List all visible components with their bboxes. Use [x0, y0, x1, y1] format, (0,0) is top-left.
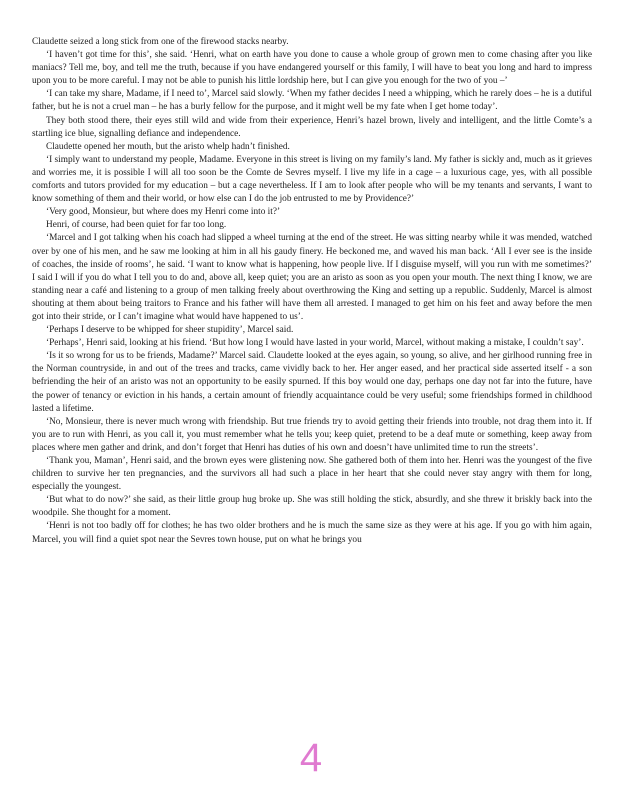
paragraph: ‘Perhaps I deserve to be whipped for sheer stupidity’, Marcel said.: [46, 325, 294, 336]
paragraph: ‘I simply want to understand my people, Madame. Everyone in this street is living on my family’s land. My father is sickly and, much as it grieves and worries me, it is possible I will all too soon be the Comte de Sevres myself. I live my life in a cage – a luxurious cage, yes, with all possible comforts and tutors provided for my education – but a cage nevertheless. If I am to look after people who will be my tenants and servants, I want to know something of them and their world, or how else can I do the job entrusted to me by Providence?’: [32, 154, 592, 205]
paragraph: ‘Is it so wrong for us to be friends, Madame?’ Marcel said. Claudette looked at the eyes again, so young, so alive, and her girlhood running free in the Norman countryside, in and out of the trees and tracks, came vividly back to her. Her anger eased, and her practical side asserted itself - a son befriending the heir of an aristo was not an opportunity to be easily spurned. If this boy would one day, perhaps one day not far into the future, have the power of tenancy or eviction in his hands, a certain amount of friendly acquaintance could be very useful; some friendships formed in childhood lasted a lifetime.: [32, 351, 592, 414]
paragraph: ‘Thank you, Maman’, Henri said, and the brown eyes were glistening now. She gathered both of them into her. Henri was the youngest of the five children to survive her ten pregnancies, and the survivors all had such a place in her heart that she could never stay angry with them for long, especially the youngest.: [32, 456, 592, 493]
paragraph: ‘Henri is not too badly off for clothes; he has two older brothers and he is much the same size as they were at his age. If you go with him again, Marcel, you will find a quiet spot near the Sevres town house, put on what he brings you: [32, 521, 592, 545]
paragraph: ‘Marcel and I got talking when his coach had slipped a wheel turning at the end of the street. He was sitting nearby while it was mended, watched over by one of his men, and he saw me looking at him in all his gaudy finery. He beckoned me, and waved his man back. ‘All I ever see is the inside of coaches, the inside of rooms’, he said. ‘I want to know what is happening, how people live. If I disguise myself, will you run with me sometimes?’ I said I will if you do what I tell you to do and, above all, keep quiet; you are an aristo as soon as you open your mouth. The next thing I know, we are standing near a café and listening to a group of men talking freely about overthrowing the King and setting up a republic. Suddenly, Marcel is almost shouting at them about being traitors to France and his father will have them all arrested. I managed to get him on his feet and away before the men got into their stride, or I can’t imagine what would have happened to us’.: [32, 233, 592, 322]
paragraph: Claudette seized a long stick from one of the firewood stacks nearby.: [32, 37, 289, 47]
paragraph: ‘No, Monsieur, there is never much wrong with friendship. But true friends try to avoid getting their friends into trouble, not drag them into it. If you are to run with Henri, as you call it, you must remember what he tells you; keep quiet, pretend to be a deaf mute or something, keep away from places where men gather and drink, and don’t forget that Henri has duties of his own and doesn’t have unlimited time to run the streets’.: [32, 416, 592, 453]
paragraph: ‘Very good, Monsieur, but where does my Henri come into it?’: [46, 207, 281, 218]
paragraph: They both stood there, their eyes still wild and wide from their experience, Henri’s hazel brown, lively and intelligent, and the little Comte’s a startling ice blue, signalling defiance and independence.: [32, 115, 592, 139]
paragraph: ‘I haven’t got time for this’, she said. ‘Henri, what on earth have you done to cause a whole group of grown men to come chasing after you like maniacs? Tell me, boy, and tell me the truth, because if you have endangered yourself or this family, I will have to beat you long and hard to impress upon you to be more careful. I may not be able to punish his little lordship here, but I can give you enough for the two of you –’: [32, 50, 592, 87]
paragraph: Claudette opened her mouth, but the aristo whelp hadn’t finished.: [46, 141, 290, 152]
paragraph: Henri, of course, had been quiet for far too long.: [46, 220, 227, 231]
paragraph: ‘I can take my share, Madame, if I need to’, Marcel said slowly. ‘When my father decides I need a whipping, which he rarely does – he is a dutiful father, but he is not a cruel man – he has a burly fellow for the purpose, and it might well be my fate when I get home today’.: [32, 89, 592, 113]
paragraph: ‘But what to do now?’ she said, as their little group hug broke up. She was still holding the stick, absurdly, and she threw it briskly back into the woodpile. She thought for a moment.: [32, 495, 592, 519]
paragraph: ‘Perhaps’, Henri said, looking at his friend. ‘But how long I would have lasted in your world, Marcel, without making a mistake, I couldn’t say’.: [46, 338, 584, 349]
page-number: 4: [299, 736, 323, 780]
page-body: [32, 36, 592, 547]
